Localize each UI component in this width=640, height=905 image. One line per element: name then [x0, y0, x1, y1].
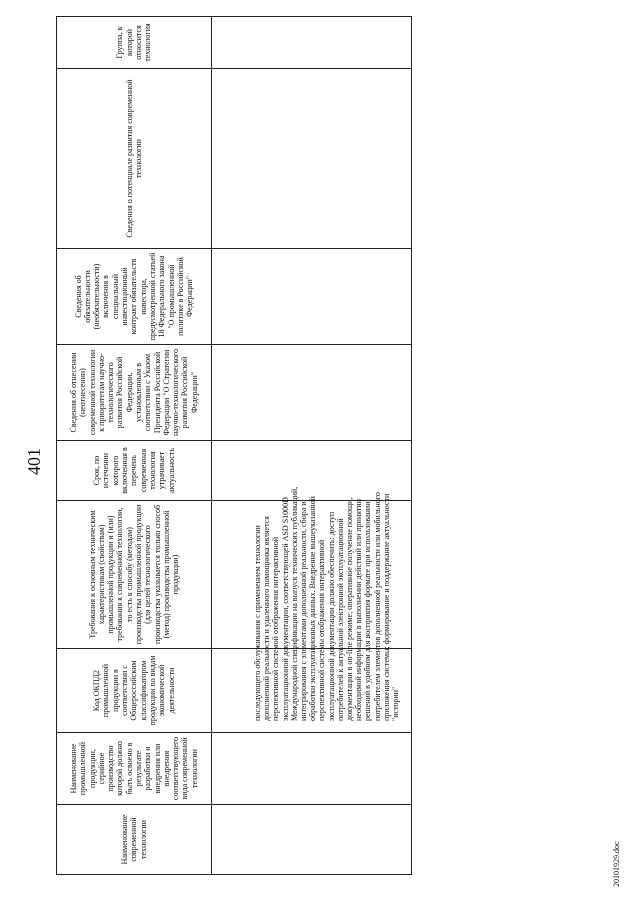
header-relevance-term: Срок, по истечении которого включенная в перечень современная технология утрачивает актуальность [57, 441, 212, 501]
header-requirements: Требования к основным техническим характеристикам (свойствам) промышленной продукции и (или) требования к современной технологии, то есть к способу (методам) производства промышленной продукции (для целей технологического производства указывается только способ (метод) производства промышленной продукции) [57, 501, 212, 649]
header-technology-group: Группа, к которой относится технология [57, 17, 212, 69]
cell-priorities [212, 345, 412, 441]
header-technology-name: Наименование современной технологии [57, 805, 212, 875]
page-number: 401 [24, 448, 44, 475]
cell-technology-name [212, 805, 412, 875]
cell-technology-group [212, 17, 412, 69]
cell-investment-contract [212, 249, 412, 345]
document-filename: 20101929.doc [612, 841, 621, 887]
header-investment-contract: Сведения об обязательности (необязательности) включения в специальный инвестиционный контракт обязательств инвестора, предусмотренной статьей 18 Федерального закона "О промышленной политике в Российской Федерации" [57, 249, 212, 345]
header-priorities: Сведения об отнесении (неотнесении) современной технологии к приоритетам научно-технологического развития Российской Федерации, установленным в соответствии с Указом Президента Российской Федерации "О Стратегии научно-технологического развития Российской Федерации" [57, 345, 212, 441]
requirements-continuation-text: последующего обслуживания с применением технологии дополненной реальности и удаленного помощника является перспективной системой отображения интерактивной эксплуатационной документации, соответствующей ASD S1000D Международной спецификации на выпуск технических публикаций, интегрирования с элементами дополненной реальности, сбора и обработки эксплуатационных данных. Внедрение вышеуказанной перспективной системы отображения интерактивной эксплуатационной документации должно обеспечить: доступ потребителей к актуальной электронной эксплуатационной документации в on-line режиме; оперативное получение помощи, необходимой информации в выполнении действий или принятии решений в удобном для восприятия формате при использовании потребителем элементов дополненной реальности или мобильного приложения системы; формирование и поддержание актуальности "истории" [253, 486, 401, 721]
cell-development-potential [212, 69, 412, 249]
technology-table [56, 16, 412, 875]
cell-product-name [212, 733, 412, 805]
header-development-potential: Сведения о потенциале развития современной технологии [57, 69, 212, 249]
table-row [212, 17, 412, 875]
table-header-row [57, 17, 212, 875]
header-product-name: Наименование промышленной продукции, серийное производство которой должно быть освоено в результате разработки и внедрения или внедрения соответствующего вида современной технологии [57, 733, 212, 805]
header-okpd2-code: Код ОКПД2 промышленной продукции в соответствии с Общероссийским классификатором продукции по видам экономической деятельности [57, 649, 212, 733]
